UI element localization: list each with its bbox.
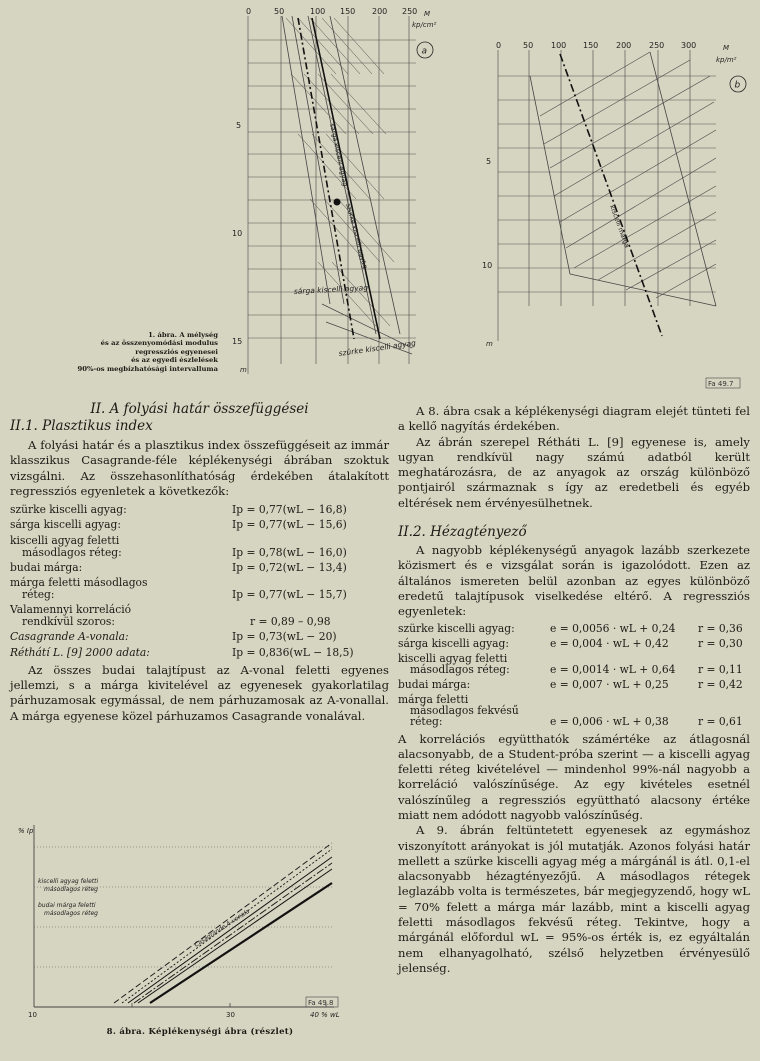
svg-text:kiscelli márga: kiscelli márga [608, 203, 632, 249]
subsection-heading: II.2. Hézagtényező [398, 524, 527, 541]
svg-text:0: 0 [246, 7, 252, 16]
paragraph: A folyási határ és a plasztikus index összefüggéseit az immár klasszikus Casagrande-féle képlékenységi ábrában szoktuk vizsgálni. Az összehasonlíthatóság érdekében átalakított regressziós egyenletek a következők: [10, 438, 389, 498]
figure1-stamp: Fa 49.7 [708, 380, 734, 388]
svg-text:másodlagos réteg: másodlagos réteg [44, 886, 98, 893]
svg-text:budai márga feletti: budai márga feletti [38, 902, 96, 909]
svg-text:5: 5 [486, 157, 492, 166]
svg-text:másodlagos réteg: másodlagos réteg [44, 910, 98, 917]
svg-text:szürke kiscelli agyag: szürke kiscelli agyag [344, 202, 370, 270]
fig8-x-unit: 40 % wL [310, 1011, 340, 1019]
svg-text:100: 100 [310, 7, 326, 16]
equation-row: Casagrande A-vonala: Ip = 0,73(wL − 20) [10, 630, 337, 644]
svg-text:M: M [424, 10, 431, 18]
equation-row: budai márga: Ip = 0,72(wL − 13,4) [10, 560, 347, 574]
svg-text:300: 300 [681, 41, 697, 50]
svg-text:b: b [734, 80, 741, 91]
left-column [10, 401, 389, 724]
svg-text:50: 50 [274, 7, 285, 16]
svg-text:kp/cm²: kp/cm² [412, 21, 437, 29]
svg-text:sárga kiscelli agyag: sárga kiscelli agyag [328, 122, 350, 188]
equation-row: budai márga: e = 0,007 · wL + 0,25 r = 0,42 [398, 678, 743, 692]
figure1-caption: 1. ábra. A mélység és az összenyomódási modulus regressziós egyenesei és az egyedi észlelések 90%-os megbízhatósági intervalluma [77, 331, 218, 373]
svg-text:10: 10 [232, 229, 243, 238]
svg-text:0: 0 [496, 41, 502, 50]
section-heading: II. A folyási határ összefüggései [90, 401, 309, 417]
equation-row: szürke kiscelli agyag: Ip = 0,77(wL − 16,8) [10, 503, 347, 517]
equation-row: Valamennyi korreláció [10, 603, 132, 617]
equation-list [10, 502, 389, 660]
equation-row: réteg: e = 0,006 · wL + 0,38 r = 0,61 [410, 715, 743, 729]
svg-text:50: 50 [523, 41, 534, 50]
svg-text:100: 100 [551, 41, 567, 50]
equation-row: kiscelli agyag feletti [10, 533, 120, 547]
equation-row: réteg: Ip = 0,77(wL − 15,7) [22, 587, 347, 601]
figure1-panel-b [470, 36, 760, 396]
svg-text:15: 15 [232, 337, 243, 346]
paragraph: A 9. ábrán feltüntetett egyenesek az egymáshoz viszonyított arányokat is jól mutatják. Azonos folyási határ mellett a szürke kiscelli agyag még a márgánál is átl. 0,1-el alacsonyabb hézagtényezőjű. A másodlagos rétegek leglazább volta is természetes, bár megjegyzendő, hogy wL = 70% felett a márga már lazább, mint a kiscelli agyag feletti másodlagos fekvésű réteg. Tekintve, hogy a márgánál előfordul wL = 95%-os érték is, ez egyáltalán nem elhanyagolható, szélső helyzetben érvényesülő jelenség. [398, 823, 750, 975]
paragraph: Az ábrán szerepel Rétháti L. [9] egyenese is, amely ugyan rendkívül nagy számú adatból került meghatározásra, de az anyagok az ország különböző pontjairól származnak s így az eredetbeli és egyéb eltérések nem érvényesülhetnek. [398, 434, 750, 510]
paragraph: Az összes budai talajtípust az A-vonal feletti egyenes jellemzi, s a márga kivitelével az egyenesek gyakorlatilag párhuzamosak egymással, de nem párhuzamosak az A-vonallal. A márga egyenese közel párhuzamos Casagrande vonalával. [10, 662, 389, 723]
equation-row: sárga kiscelli agyag: e = 0,004 · wL + 0,42 r = 0,30 [398, 636, 743, 650]
equation-row: szürke kiscelli agyag: e = 0,0056 · wL + 0,24 r = 0,36 [398, 621, 743, 635]
paragraph: A korrelációs együtthatók számértéke az átlagosnál alacsonyabb, de a Student-próba szerint — a kiscelli agyag feletti réteg kivételével — mindenhol 99%-nál nagyobb a korreláció valószínűsége. Az egy kivételes esetnél valószínűleg a regressziós együttható alacsony értéke miatt nem adódott nagyobb valószínűség. [398, 731, 750, 822]
svg-text:szürke kiscelli agyag: szürke kiscelli agyag [338, 338, 417, 358]
right-column [398, 404, 750, 976]
svg-text:10: 10 [482, 261, 493, 270]
equation-row: másodlagos réteg: e = 0,0014 · wL + 0,64 r = 0,11 [410, 662, 743, 676]
equation-row: rendkívül szoros: r = 0,89 – 0,98 [22, 615, 331, 629]
figure1-panel-a [226, 4, 444, 384]
svg-text:Casagrande A-vonala: Casagrande A-vonala [193, 907, 251, 949]
svg-text:150: 150 [583, 41, 599, 50]
equation-row: márga feletti [398, 693, 469, 707]
svg-text:a: a [421, 46, 428, 57]
paragraph: A nagyobb képlékenységű anyagok lazább szerkezete közismert és e vizsgálat során is igazolódott. Ezen az általános ismereten belül azonban az egyes különböző eredetű talajtípusok viselkedése eltérő. A regressziós egyenletek: [398, 543, 750, 619]
svg-text:150: 150 [340, 7, 356, 16]
equation-row: márga feletti másodlagos [10, 575, 148, 589]
svg-text:kp/m²: kp/m² [716, 56, 737, 64]
svg-text:200: 200 [372, 7, 388, 16]
equation-row: másodlagos réteg: Ip = 0,78(wL − 16,0) [22, 545, 347, 559]
subsection-heading: II.1. Plasztikus index [10, 418, 153, 434]
fig8-y-unit: % Ip [18, 827, 34, 835]
svg-text:250: 250 [402, 7, 418, 16]
equation-list [398, 621, 750, 730]
svg-text:5: 5 [236, 121, 242, 130]
svg-text:sárga kiscelli agyag: sárga kiscelli agyag [293, 283, 369, 296]
svg-text:Fa 49.8: Fa 49.8 [308, 999, 334, 1007]
equation-row: másodlagos fekvésű [410, 704, 519, 718]
figure8-caption: 8. ábra. Képlékenységi ábra (részlet) [106, 1027, 294, 1037]
svg-text:250: 250 [649, 41, 665, 50]
svg-text:m: m [240, 366, 247, 374]
equation-row: kiscelli agyag feletti [398, 651, 508, 665]
svg-text:M: M [723, 44, 730, 52]
svg-text:30: 30 [226, 1011, 235, 1019]
svg-text:10: 10 [28, 1011, 37, 1019]
paragraph: A 8. ábra csak a képlékenységi diagram elejét tünteti fel a kellő nagyítás érdekében. [398, 404, 750, 434]
figure8-plasticity-chart [14, 817, 344, 1022]
svg-text:kiscelli agyag feletti: kiscelli agyag feletti [38, 878, 99, 885]
svg-text:m: m [486, 340, 493, 348]
equation-row: sárga kiscelli agyag: Ip = 0,77(wL − 15,6) [10, 518, 347, 532]
svg-text:200: 200 [616, 41, 632, 50]
equation-row: Réthátí L. [9] 2000 adata: Ip = 0,836(wL − 18,5) [10, 645, 354, 659]
